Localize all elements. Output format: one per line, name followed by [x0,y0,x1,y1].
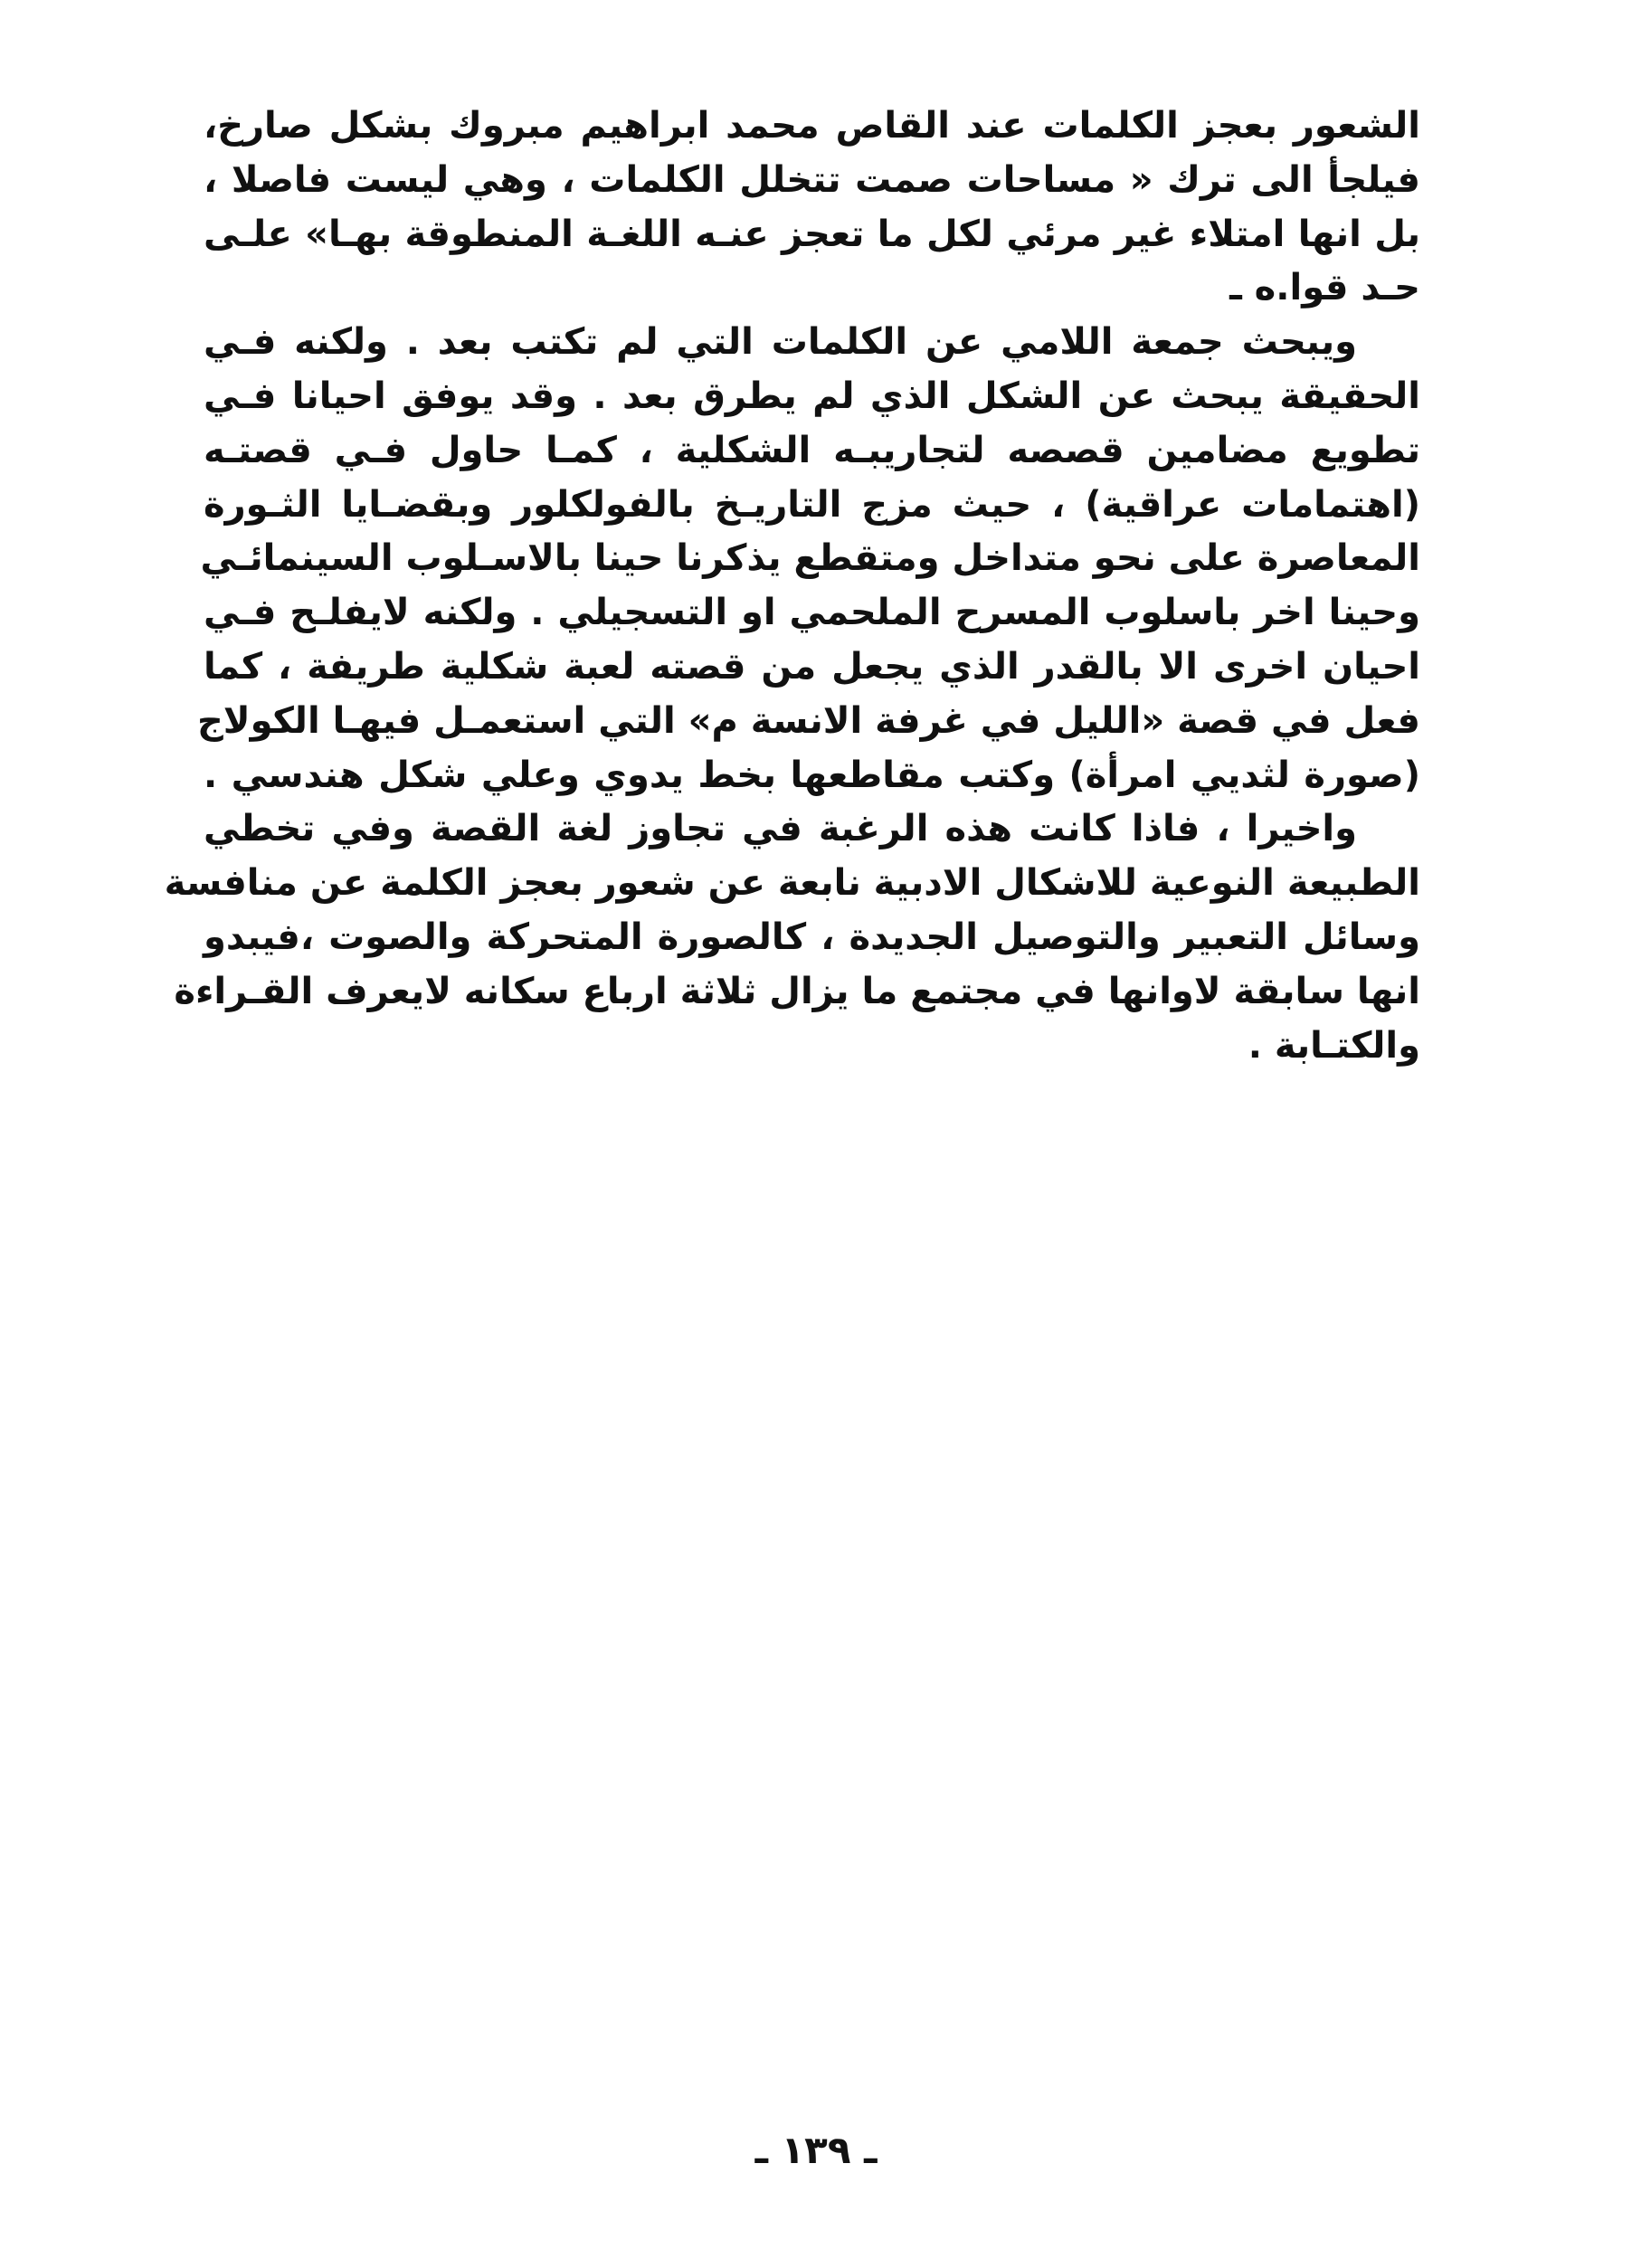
text-line: ويبحث جمعة اللامي عن الكلمات التي لم تكتب بعد . ولكنه فـي [204,321,1357,364]
text-line: وحينا اخر باسلوب المسرح الملحمي او التسجيلي . ولكنه لايفلـح فـي [204,592,1420,634]
text-line: (اهتمامات عراقية) ، حيث مزج التاريـخ بالفولكلور وبقضـايا الثـورة [204,483,1420,526]
text-line: تطويع مضامين قصصه لتجاريبـه الشكلية ، كمـا حاول فـي قصتـه [204,429,1420,471]
text-line: الشعور بعجز الكلمات عند القاص محمد ابراهيم مبروك بشكل صارخ، [204,105,1420,147]
text-line: حـد قوا.ه ـ [1229,267,1420,309]
text-line: انها سابقة لاوانها في مجتمع ما يزال ثلاثة ارباع سكانه لايعرف القـراءة [174,970,1420,1012]
text-line: المعاصرة على نحو متداخل ومتقطع يذكرنا حينا بالاسـلوب السينمائـي [200,537,1420,580]
text-line: احيان اخرى الا بالقدر الذي يجعل من قصته لعبة شكلية طريفة ، كما [204,645,1420,688]
text-line: فعل في قصة «الليل في غرفة الانسة م» التي استعمـل فيهـا الكولاج [196,699,1420,742]
text-line: واخيرا ، فاذا كانت هذه الرغبة في تجاوز لغة القصة وفي تخطي [204,808,1357,850]
text-line: فيلجأ الى ترك « مساحات صمت تتخلل الكلمات ، وهي ليست فاصلا ، [204,158,1420,201]
text-line: الطبيعة النوعية للاشكال الادبية نابعة عن شعور بعجز الكلمة عن منافسة [164,862,1420,905]
text-line: (صورة لثديي امرأة) وكتب مقاطعها بخط يدوي وعلي شكل هندسي . [204,754,1420,796]
body-text [164,100,1420,1073]
text-line: بل انها امتلاء غير مرئي لكل ما تعجز عنـه اللغـة المنطوقة بهـا» علـى [204,213,1420,255]
text-line: الحقيقة يبحث عن الشكل الذي لم يطرق بعد . وقد يوفق احيانا فـي [204,375,1420,417]
page-number: ـ ١٣٩ ـ [754,2128,878,2172]
text-line: وسائل التعبير والتوصيل الجديدة ، كالصورة المتحركة والصوت ،فيبدو [204,916,1420,958]
text-line: والكتـابة . [1248,1024,1420,1067]
